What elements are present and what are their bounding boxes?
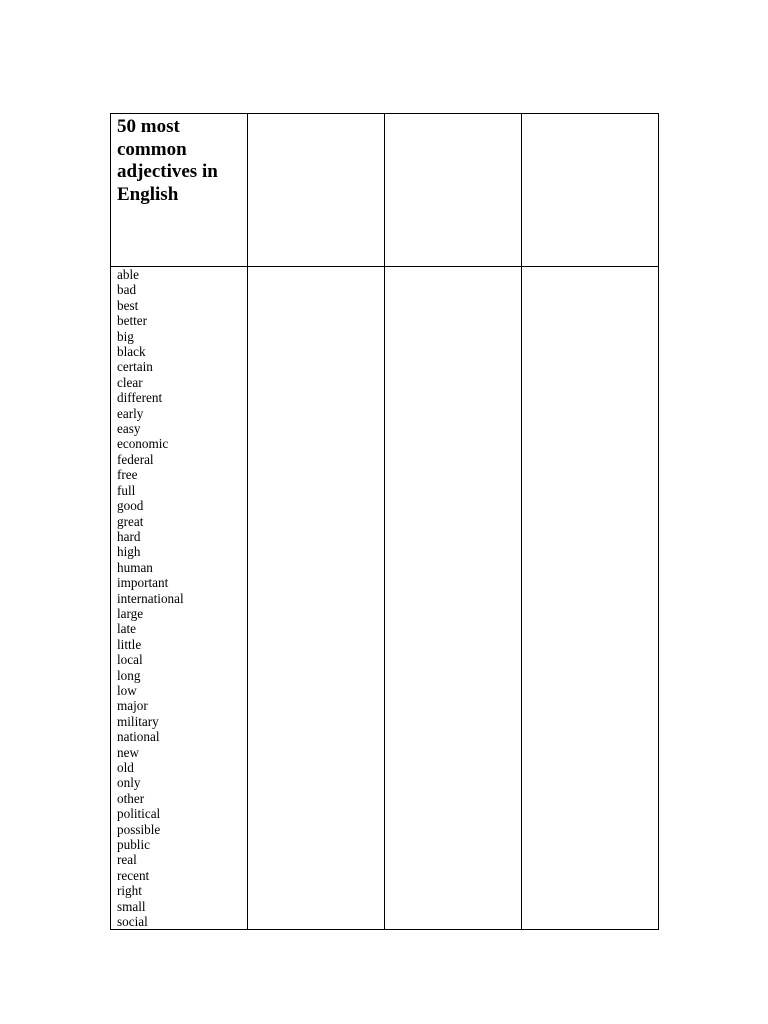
list-item: large <box>117 605 144 621</box>
list-item: right <box>117 883 142 899</box>
list-item: political <box>117 806 161 822</box>
list-item: high <box>117 544 141 560</box>
list-item: black <box>117 344 146 360</box>
adjectives-table <box>110 113 659 930</box>
empty-header-cell-4 <box>522 114 659 267</box>
list-item: clear <box>117 374 143 390</box>
list-item: old <box>117 760 134 775</box>
list-item: little <box>117 636 142 652</box>
word-list <box>111 267 247 929</box>
list-item: hard <box>117 528 141 544</box>
list-item: federal <box>117 451 154 467</box>
list-item: social <box>117 914 148 930</box>
list-item: major <box>117 698 148 714</box>
list-item: long <box>117 667 141 683</box>
list-item: big <box>117 328 134 344</box>
list-item: late <box>117 621 137 637</box>
list-item: only <box>117 775 141 791</box>
table-title: 50 most common adjectives in English <box>117 116 218 205</box>
empty-body-cell-3 <box>385 267 522 930</box>
list-item: possible <box>117 821 161 837</box>
list-item: certain <box>117 359 153 375</box>
list-item: international <box>117 590 184 606</box>
list-item: early <box>117 405 144 421</box>
word-list-cell <box>111 267 248 930</box>
title-cell <box>111 114 248 267</box>
empty-header-cell-3 <box>385 114 522 267</box>
list-item: good <box>117 498 144 514</box>
table-header-row <box>111 114 659 267</box>
list-item: other <box>117 790 145 806</box>
list-item: small <box>117 898 146 914</box>
table-body-row <box>111 267 659 930</box>
list-item: low <box>117 682 137 698</box>
list-item: different <box>117 390 163 406</box>
empty-header-cell-2 <box>248 114 385 267</box>
list-item: military <box>117 713 159 729</box>
list-item: real <box>117 852 137 868</box>
list-item: great <box>117 513 144 529</box>
list-item: human <box>117 559 153 575</box>
list-item: economic <box>117 436 169 452</box>
list-item: national <box>117 729 160 745</box>
list-item: public <box>117 837 150 853</box>
list-item: recent <box>117 867 150 883</box>
list-item: new <box>117 744 139 760</box>
list-item: easy <box>117 421 141 437</box>
list-item: local <box>117 652 143 668</box>
list-item: able <box>117 267 139 282</box>
list-item: free <box>117 467 138 483</box>
list-item: important <box>117 575 169 591</box>
list-item: full <box>117 482 136 498</box>
empty-body-cell-4 <box>522 267 659 930</box>
empty-body-cell-2 <box>248 267 385 930</box>
list-item: better <box>117 313 148 329</box>
list-item: bad <box>117 282 137 298</box>
list-item: best <box>117 297 139 313</box>
